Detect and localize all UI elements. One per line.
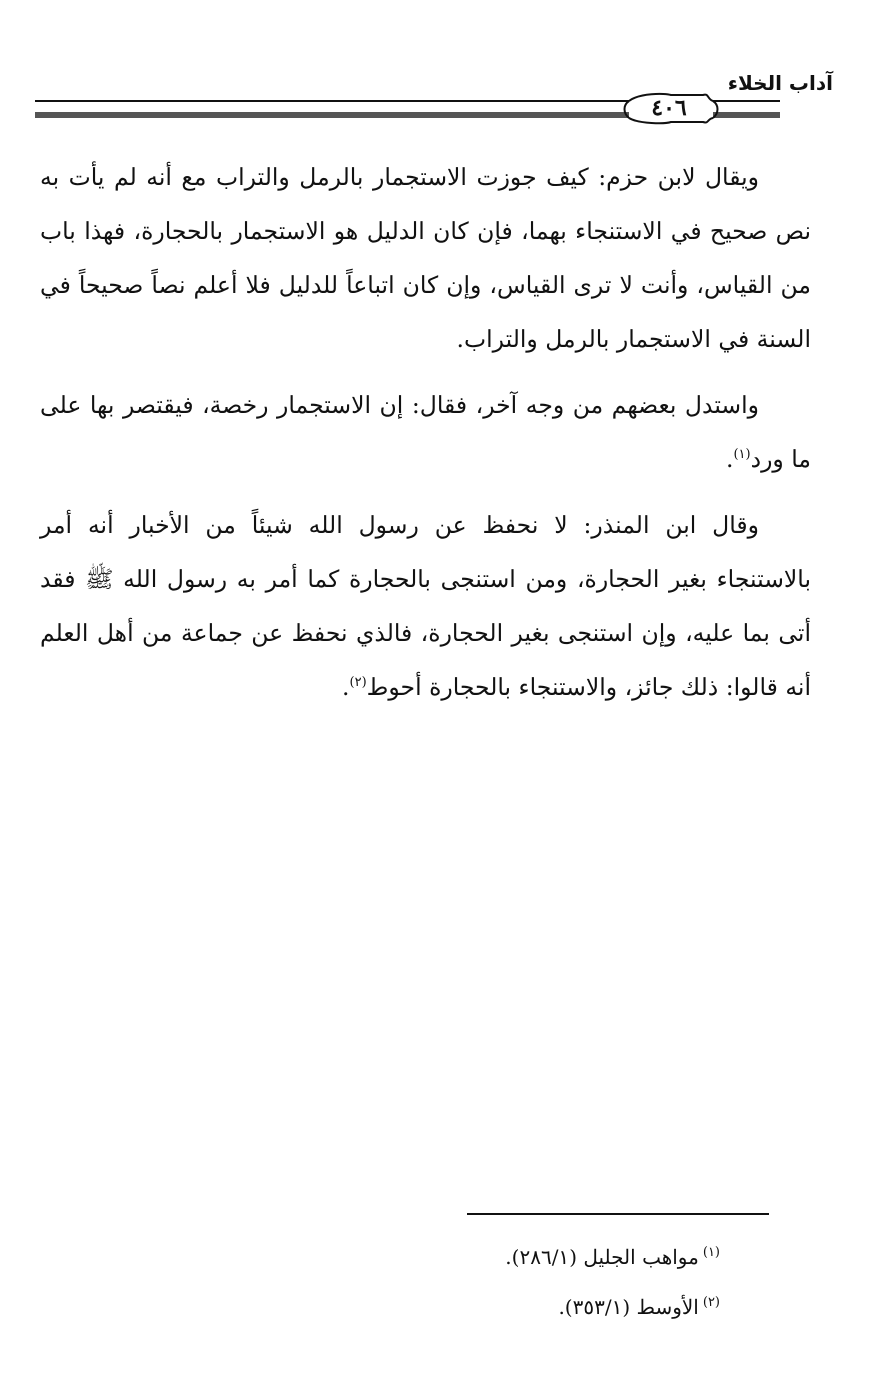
paragraph-2 bbox=[40, 378, 811, 486]
footnote-reference: (١) bbox=[733, 447, 751, 463]
paragraph-text: وقال ابن المنذر: لا نحفظ عن رسول الله شيئاً من الأخبار أنه أمر بالاستنجاء بغير الحجارة، ومن استنجى بالحجارة كما أمر به رسول الله ﷺ فقد أتى بما عليه، وإن استنجى بغير الحجارة، فالذي نحفظ عن جماعة من أهل العلم أنه قالوا: ذلك جائز، والاستنجاء بالحجارة أحوط bbox=[40, 511, 811, 701]
footnote-text: مواهب الجليل (٢٨٦/١). bbox=[505, 1245, 699, 1269]
paragraph-3 bbox=[40, 498, 811, 714]
footnote-2 bbox=[505, 1282, 720, 1332]
footnotes bbox=[505, 1232, 720, 1332]
paragraph-text: واستدل بعضهم من وجه آخر، فقال: إن الاستجمار رخصة، فيقتصر بها على ما ورد bbox=[40, 391, 811, 473]
footnote-text: الأوسط (٣٥٣/١). bbox=[558, 1295, 699, 1319]
paragraph-text: ويقال لابن حزم: كيف جوزت الاستجمار بالرمل والتراب مع أنه لم يأت به نص صحيح في الاستنجاء بهما، فإن كان الدليل هو الاستجمار بالحجارة، فهذا باب من القياس، وأنت لا ترى القياس، وإن كان اتباعاً للدليل فلا أعلم نصاً صحيحاً في السنة في الاستجمار بالرمل والتراب. bbox=[40, 163, 811, 353]
footnote-1 bbox=[505, 1232, 720, 1282]
footnote-mark: (٢) bbox=[702, 1295, 720, 1311]
page-number: ٤٠٦ bbox=[651, 95, 687, 121]
sentence-end: . bbox=[342, 673, 350, 701]
paragraph-1 bbox=[40, 150, 811, 366]
footnote-separator bbox=[467, 1213, 769, 1215]
sentence-end: . bbox=[725, 445, 734, 473]
main-text bbox=[40, 150, 811, 726]
footnote-mark: (١) bbox=[702, 1245, 720, 1261]
running-title: آداب الخلاء bbox=[727, 71, 833, 95]
footnote-reference: (٢) bbox=[349, 675, 367, 691]
